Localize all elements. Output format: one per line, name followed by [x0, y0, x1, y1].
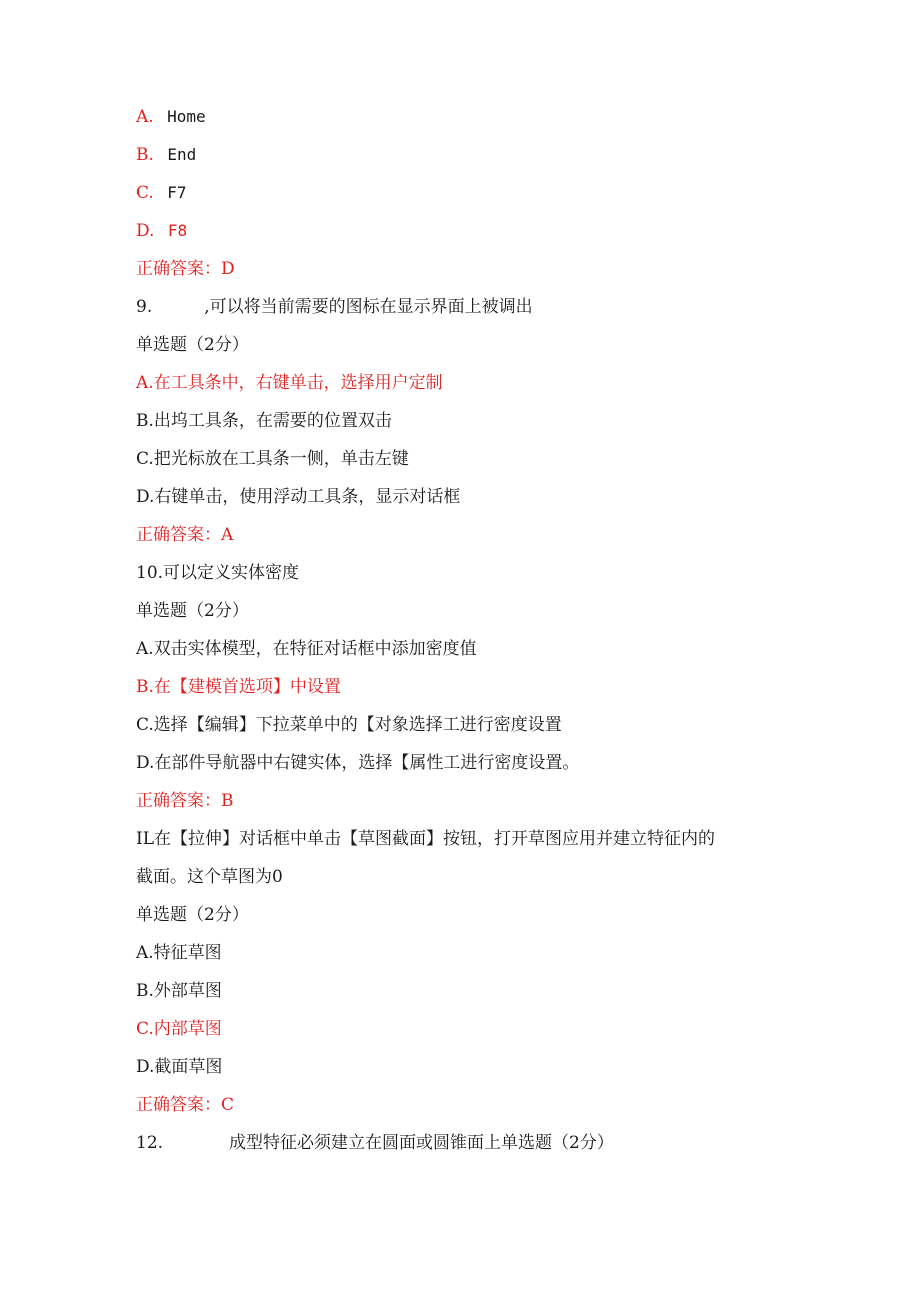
- q8-option-a-letter: [136, 106, 206, 128]
- q8-option-d-letter: D.: [136, 221, 155, 241]
- q8-option-b-letter: B.: [136, 145, 154, 165]
- q9-answer: 正确答案：A: [136, 525, 234, 545]
- q10-type: 单选题（2分）: [136, 601, 249, 621]
- q8-option-b-text: End: [167, 145, 197, 164]
- q8-option-d-text: F8: [167, 221, 188, 240]
- q11-option-b: B.外部草图: [136, 981, 222, 1001]
- q10-option-c: C.选择【编辑】下拉菜单中的【对象选择工进行密度设置: [136, 715, 562, 735]
- q11-option-a: A.特征草图: [136, 943, 222, 963]
- q9-type: 单选题（2分）: [136, 335, 249, 355]
- q8-option-b: [136, 144, 196, 166]
- q8-option-a-letter: A.: [136, 107, 154, 127]
- q9-stem-text: ,可以将当前需要的图标在显示界面上被调出: [204, 297, 533, 317]
- q8-option-c: [136, 182, 186, 204]
- q11-type: 单选题（2分）: [136, 905, 249, 925]
- q10-answer: 正确答案：B: [136, 791, 234, 811]
- q8-option-c-letter: C.: [136, 183, 154, 203]
- q11-stem-line1: IL在【拉伸】对话框中单击【草图截面】按钮，打开草图应用并建立特征内的: [136, 829, 716, 849]
- q9-option-c: C.把光标放在工具条一侧，单击左键: [136, 449, 409, 469]
- q8-option-a-text: Home: [167, 107, 206, 126]
- q8-option-d: [136, 220, 187, 242]
- q10-stem: 10.可以定义实体密度: [136, 563, 300, 583]
- q9-option-b: B.出坞工具条，在需要的位置双击: [136, 411, 392, 431]
- q10-option-d: D.在部件导航器中右键实体，选择【属性工进行密度设置。: [136, 753, 580, 773]
- q9-stem: [136, 296, 533, 318]
- q8-answer: 正确答案：D: [136, 259, 235, 279]
- q11-option-d: D.截面草图: [136, 1057, 223, 1077]
- q9-option-d: D.右键单击，使用浮动工具条，显示对话框: [136, 487, 461, 507]
- q12-stem-text: 成型特征必须建立在圆面或圆锥面上单选题（2分）: [229, 1133, 614, 1153]
- q9-number: 9.: [136, 297, 153, 317]
- q12-number: 12.: [136, 1133, 164, 1153]
- q11-option-c: C.内部草图: [136, 1019, 222, 1039]
- q9-option-a: A.在工具条中，右键单击，选择用户定制: [136, 373, 443, 393]
- q10-option-b: B.在【建模首选项】中设置: [136, 677, 341, 697]
- q10-option-a: A.双击实体模型，在特征对话框中添加密度值: [136, 639, 477, 659]
- q8-option-c-text: F7: [167, 183, 187, 202]
- q11-answer: 正确答案：C: [136, 1095, 235, 1115]
- q12-stem: [136, 1132, 614, 1154]
- q11-stem-line2: 截面。这个草图为0: [136, 867, 283, 887]
